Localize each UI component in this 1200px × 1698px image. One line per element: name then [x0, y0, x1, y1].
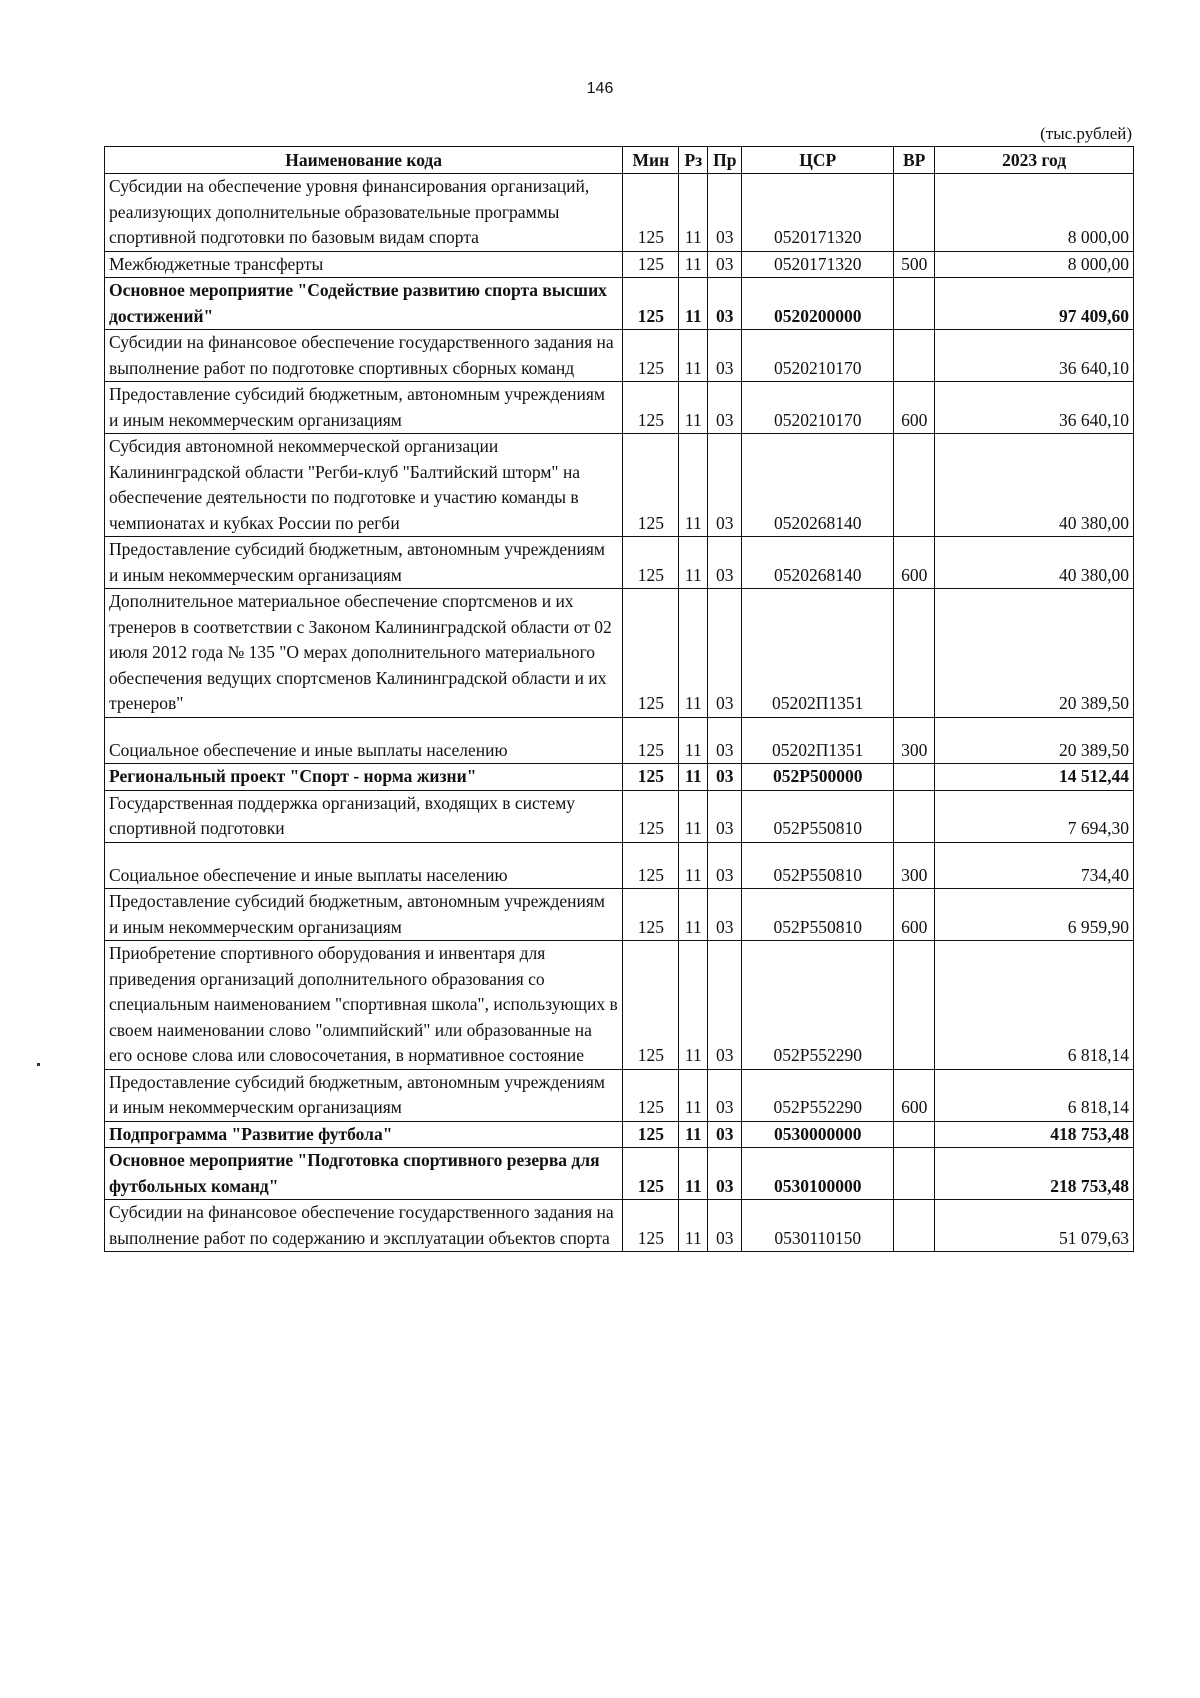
table-row	[105, 589, 1134, 718]
cell-rz: 11	[679, 251, 708, 278]
cell-rz: 11	[679, 382, 708, 434]
cell-csr: 052P550810	[742, 889, 894, 941]
cell-name: Предоставление субсидий бюджетным, автономным учреждениям и иным некоммерческим организациям	[105, 382, 623, 434]
cell-min: 125	[623, 1121, 679, 1148]
cell-name: Субсидия автономной некоммерческой организации Калининградской области "Регби-клуб "Балтийский шторм" на обеспечение деятельности по подготовке и участию команды в чемпионатах и кубках России по регби	[105, 434, 623, 537]
cell-vr: 600	[894, 889, 935, 941]
cell-csr: 052P550810	[742, 842, 894, 889]
header-name: Наименование кода	[105, 147, 623, 174]
header-vr: ВР	[894, 147, 935, 174]
cell-name-text: Социальное обеспечение и иные выплаты населению	[109, 739, 508, 760]
table-row	[105, 1069, 1134, 1121]
cell-min: 125	[623, 174, 679, 252]
cell-pr: 03	[708, 941, 742, 1070]
cell-amount: 734,40	[935, 842, 1134, 889]
cell-pr: 03	[708, 382, 742, 434]
table-body	[105, 174, 1134, 1252]
cell-amount: 36 640,10	[935, 382, 1134, 434]
cell-csr: 05202П1351	[742, 589, 894, 718]
cell-amount: 14 512,44	[935, 764, 1134, 791]
cell-rz: 11	[679, 790, 708, 842]
table-row	[105, 278, 1134, 330]
cell-name: Приобретение спортивного оборудования и инвентаря для приведения организаций дополнительного образования со специальным наименованием "спортивная школа", использующих в своем наименовании слово "олимпийский" или образованные на его основе слова или словосочетания, в нормативное состояние	[105, 941, 623, 1070]
cell-min: 125	[623, 1200, 679, 1252]
cell-min: 125	[623, 589, 679, 718]
cell-pr: 03	[708, 790, 742, 842]
cell-csr: 0520200000	[742, 278, 894, 330]
units-label: (тыс.рублей)	[1040, 124, 1132, 143]
table-row	[105, 537, 1134, 589]
cell-amount: 218 753,48	[935, 1148, 1134, 1200]
cell-amount: 20 389,50	[935, 589, 1134, 718]
cell-pr: 03	[708, 1148, 742, 1200]
cell-rz: 11	[679, 589, 708, 718]
cell-name: Предоставление субсидий бюджетным, автономным учреждениям и иным некоммерческим организациям	[105, 537, 623, 589]
cell-pr: 03	[708, 889, 742, 941]
cell-name: Субсидии на финансовое обеспечение государственного задания на выполнение работ по содержанию и эксплуатации объектов спорта	[105, 1200, 623, 1252]
table-row	[105, 1148, 1134, 1200]
cell-rz: 11	[679, 330, 708, 382]
cell-amount: 6 818,14	[935, 1069, 1134, 1121]
table-row	[105, 330, 1134, 382]
cell-rz: 11	[679, 941, 708, 1070]
cell-rz: 11	[679, 174, 708, 252]
table-row	[105, 382, 1134, 434]
cell-rz: 11	[679, 1121, 708, 1148]
cell-min: 125	[623, 842, 679, 889]
cell-csr: 052P500000	[742, 764, 894, 791]
cell-amount: 40 380,00	[935, 434, 1134, 537]
cell-name	[105, 717, 623, 764]
cell-vr: 600	[894, 537, 935, 589]
cell-pr: 03	[708, 717, 742, 764]
cell-pr: 03	[708, 278, 742, 330]
cell-rz: 11	[679, 889, 708, 941]
table-row	[105, 1121, 1134, 1148]
cell-rz: 11	[679, 842, 708, 889]
cell-csr: 0520210170	[742, 382, 894, 434]
table-row	[105, 174, 1134, 252]
header-min: Мин	[623, 147, 679, 174]
cell-vr	[894, 1121, 935, 1148]
cell-csr: 052P550810	[742, 790, 894, 842]
cell-name: Субсидии на обеспечение уровня финансирования организаций, реализующих дополнительные образовательные программы спортивной подготовки по базовым видам спорта	[105, 174, 623, 252]
cell-csr: 0530110150	[742, 1200, 894, 1252]
cell-amount: 51 079,63	[935, 1200, 1134, 1252]
cell-min: 125	[623, 889, 679, 941]
cell-amount: 20 389,50	[935, 717, 1134, 764]
cell-vr	[894, 434, 935, 537]
budget-table	[104, 146, 1134, 1252]
cell-name	[105, 842, 623, 889]
cell-vr: 300	[894, 717, 935, 764]
cell-amount: 8 000,00	[935, 251, 1134, 278]
cell-pr: 03	[708, 1200, 742, 1252]
cell-name: Дополнительное материальное обеспечение спортсменов и их тренеров в соответствии с Законом Калининградской области от 02 июля 2012 года № 135 "О мерах дополнительного материального обеспечения ведущих спортсменов Калининградской области и их тренеров"	[105, 589, 623, 718]
cell-rz: 11	[679, 434, 708, 537]
header-rz: Рз	[679, 147, 708, 174]
table-row	[105, 717, 1134, 764]
cell-vr	[894, 174, 935, 252]
cell-vr: 600	[894, 382, 935, 434]
cell-csr: 0520210170	[742, 330, 894, 382]
cell-rz: 11	[679, 1148, 708, 1200]
table-row	[105, 1200, 1134, 1252]
cell-name: Субсидии на финансовое обеспечение государственного задания на выполнение работ по подготовке спортивных сборных команд	[105, 330, 623, 382]
cell-pr: 03	[708, 434, 742, 537]
table-row	[105, 842, 1134, 889]
cell-pr: 03	[708, 764, 742, 791]
cell-min: 125	[623, 251, 679, 278]
cell-name: Основное мероприятие "Содействие развитию спорта высших достижений"	[105, 278, 623, 330]
cell-min: 125	[623, 434, 679, 537]
cell-vr: 500	[894, 251, 935, 278]
cell-rz: 11	[679, 1200, 708, 1252]
cell-vr	[894, 941, 935, 1070]
cell-min: 125	[623, 717, 679, 764]
cell-rz: 11	[679, 537, 708, 589]
cell-rz: 11	[679, 717, 708, 764]
cell-pr: 03	[708, 589, 742, 718]
cell-vr	[894, 278, 935, 330]
cell-csr: 05202П1351	[742, 717, 894, 764]
cell-name: Подпрограмма "Развитие футбола"	[105, 1121, 623, 1148]
cell-min: 125	[623, 1069, 679, 1121]
page-number: 146	[586, 80, 614, 97]
table-row	[105, 434, 1134, 537]
cell-pr: 03	[708, 174, 742, 252]
cell-csr: 0520171320	[742, 251, 894, 278]
cell-min: 125	[623, 382, 679, 434]
cell-min: 125	[623, 278, 679, 330]
cell-rz: 11	[679, 278, 708, 330]
cell-name-text: Социальное обеспечение и иные выплаты населению	[109, 864, 508, 885]
cell-name: Межбюджетные трансферты	[105, 251, 623, 278]
cell-amount: 8 000,00	[935, 174, 1134, 252]
cell-amount: 6 818,14	[935, 941, 1134, 1070]
cell-csr: 0520268140	[742, 434, 894, 537]
cell-vr: 600	[894, 1069, 935, 1121]
cell-csr: 0530000000	[742, 1121, 894, 1148]
cell-vr	[894, 1200, 935, 1252]
cell-csr: 0520171320	[742, 174, 894, 252]
table-row	[105, 764, 1134, 791]
cell-name: Основное мероприятие "Подготовка спортивного резерва для футбольных команд"	[105, 1148, 623, 1200]
cell-rz: 11	[679, 764, 708, 791]
header-pr: Пр	[708, 147, 742, 174]
cell-pr: 03	[708, 330, 742, 382]
cell-name: Предоставление субсидий бюджетным, автономным учреждениям и иным некоммерческим организациям	[105, 1069, 623, 1121]
cell-pr: 03	[708, 1069, 742, 1121]
cell-amount: 7 694,30	[935, 790, 1134, 842]
header-year: 2023 год	[935, 147, 1134, 174]
cell-vr	[894, 1148, 935, 1200]
cell-amount: 97 409,60	[935, 278, 1134, 330]
cell-vr	[894, 330, 935, 382]
cell-vr	[894, 589, 935, 718]
cell-amount: 36 640,10	[935, 330, 1134, 382]
table-row	[105, 941, 1134, 1070]
scan-dot	[37, 1063, 40, 1066]
table-row	[105, 889, 1134, 941]
table-header-row	[105, 147, 1134, 174]
cell-name: Государственная поддержка организаций, входящих в систему спортивной подготовки	[105, 790, 623, 842]
cell-min: 125	[623, 790, 679, 842]
cell-rz: 11	[679, 1069, 708, 1121]
cell-vr	[894, 764, 935, 791]
cell-name: Предоставление субсидий бюджетным, автономным учреждениям и иным некоммерческим организациям	[105, 889, 623, 941]
cell-csr: 052P552290	[742, 941, 894, 1070]
cell-pr: 03	[708, 1121, 742, 1148]
cell-min: 125	[623, 941, 679, 1070]
cell-min: 125	[623, 1148, 679, 1200]
cell-amount: 6 959,90	[935, 889, 1134, 941]
cell-pr: 03	[708, 251, 742, 278]
cell-pr: 03	[708, 842, 742, 889]
cell-csr: 052P552290	[742, 1069, 894, 1121]
cell-min: 125	[623, 330, 679, 382]
cell-pr: 03	[708, 537, 742, 589]
cell-vr	[894, 790, 935, 842]
cell-min: 125	[623, 537, 679, 589]
cell-name: Региональный проект "Спорт - норма жизни"	[105, 764, 623, 791]
cell-csr: 0530100000	[742, 1148, 894, 1200]
header-csr: ЦСР	[742, 147, 894, 174]
cell-min: 125	[623, 764, 679, 791]
cell-csr: 0520268140	[742, 537, 894, 589]
table-row	[105, 790, 1134, 842]
cell-amount: 40 380,00	[935, 537, 1134, 589]
cell-amount: 418 753,48	[935, 1121, 1134, 1148]
table-row	[105, 251, 1134, 278]
cell-vr: 300	[894, 842, 935, 889]
